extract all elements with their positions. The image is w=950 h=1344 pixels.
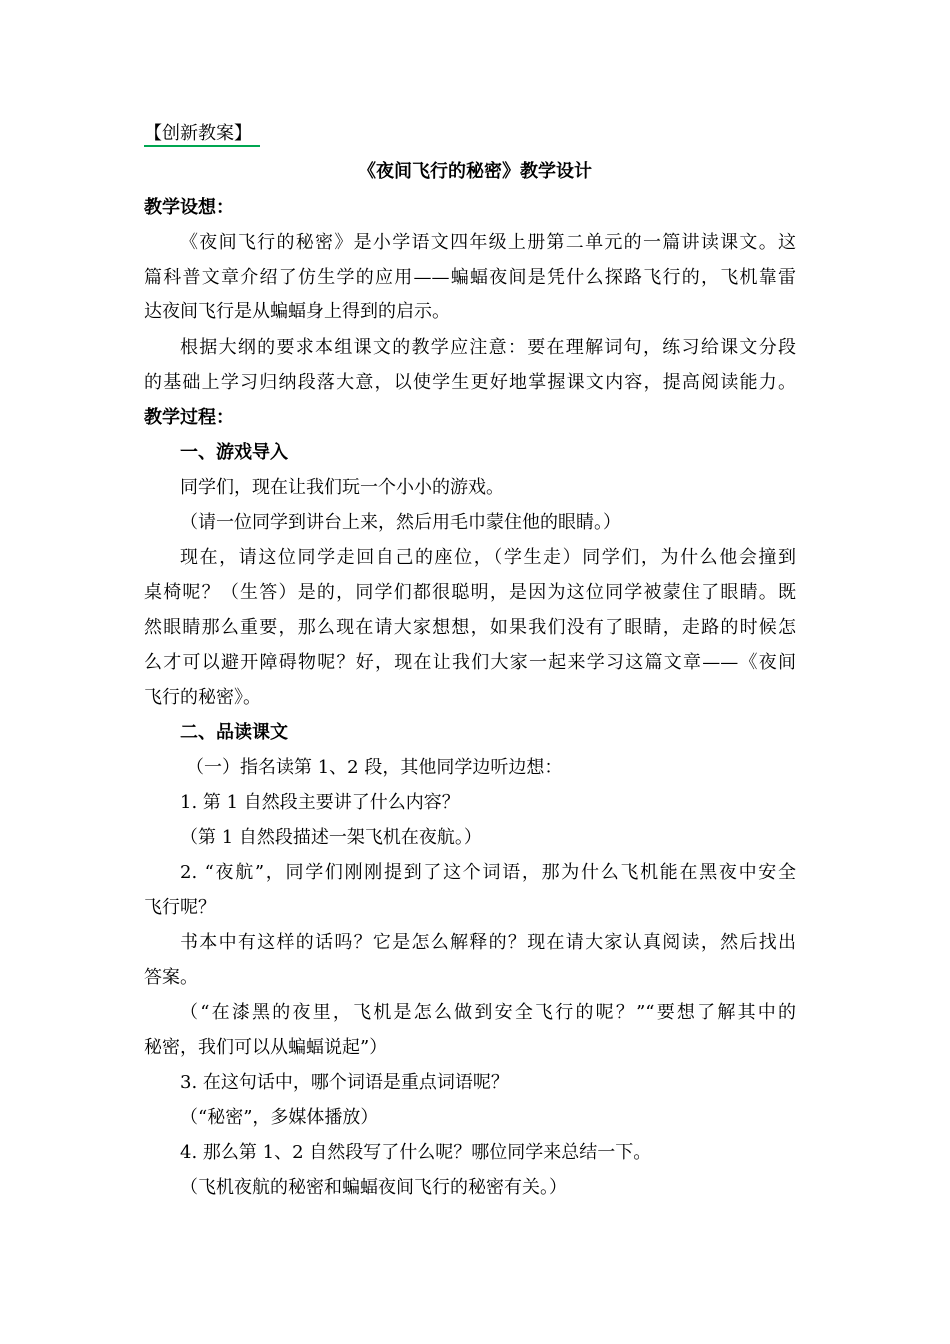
- paragraph-line: 秘密，我们可以从蝙蝠说起”）: [144, 1037, 388, 1058]
- paragraph-line: （第 1 自然段描述一架飞机在夜航。）: [180, 827, 482, 848]
- paragraph-line: 然眼睛那么重要，那么现在请大家想想，如果我们没有了眼睛，走路的时候怎: [144, 617, 796, 638]
- paragraph-line: 1. 第 1 自然段主要讲了什么内容？: [180, 792, 460, 813]
- subsection-heading: 一、游戏导入: [180, 442, 288, 463]
- paragraph-line: 飞行呢？: [144, 897, 216, 918]
- paragraph-line: （“在漆黑的夜里，飞机是怎么做到安全飞行的呢？”“要想了解其中的: [180, 1002, 796, 1023]
- paragraph-line: 答案。: [144, 967, 198, 988]
- paragraph-line: 《夜间飞行的秘密》是小学语文四年级上册第二单元的一篇讲读课文。这: [180, 232, 796, 253]
- section-heading: 教学过程：: [144, 407, 234, 428]
- paragraph-line: 现在，请这位同学走回自己的座位，（学生走）同学们，为什么他会撞到: [180, 547, 796, 568]
- paragraph-line: （一）指名读第 1、2 段，其他同学边听边想：: [186, 757, 563, 778]
- paragraph-line: 飞行的秘密》。: [144, 687, 261, 708]
- paragraph-line: 达夜间飞行是从蝙蝠身上得到的启示。: [144, 301, 450, 322]
- header-tag-underline: [144, 145, 260, 147]
- document-title: 《夜间飞行的秘密》教学设计: [358, 161, 592, 182]
- paragraph-line: 么才可以避开障碍物呢？好，现在让我们大家一起来学习这篇文章——《夜间: [144, 652, 796, 673]
- paragraph-line: 根据大纲的要求本组课文的教学应注意：要在理解词句，练习给课文分段: [180, 337, 796, 358]
- paragraph-line: （“秘密”，多媒体播放）: [180, 1107, 379, 1128]
- paragraph-line: 书本中有这样的话吗？它是怎么解释的？现在请大家认真阅读，然后找出: [180, 932, 796, 953]
- paragraph-line: 的基础上学习归纳段落大意，以使学生更好地掌握课文内容，提高阅读能力。: [144, 372, 796, 393]
- paragraph-line: 篇科普文章介绍了仿生学的应用——蝙蝠夜间是凭什么探路飞行的，飞机靠雷: [144, 267, 796, 288]
- subsection-heading: 二、品读课文: [180, 722, 288, 743]
- paragraph-line: 2. “夜航”，同学们刚刚提到了这个词语，那为什么飞机能在黑夜中安全: [180, 862, 796, 883]
- paragraph-line: 4. 那么第 1、2 自然段写了什么呢？哪位同学来总结一下。: [180, 1142, 652, 1163]
- paragraph-line: （请一位同学到讲台上来，然后用毛巾蒙住他的眼睛。）: [180, 512, 621, 533]
- paragraph-line: 桌椅呢？（生答）是的，同学们都很聪明，是因为这位同学被蒙住了眼睛。既: [144, 582, 796, 603]
- section-heading: 教学设想：: [144, 197, 234, 218]
- paragraph-line: 3. 在这句话中，哪个词语是重点词语呢？: [180, 1072, 509, 1093]
- header-tag: 【创新教案】: [144, 123, 252, 144]
- paragraph-line: 同学们，现在让我们玩一个小小的游戏。: [180, 477, 504, 498]
- paragraph-line: （飞机夜航的秘密和蝙蝠夜间飞行的秘密有关。）: [180, 1177, 567, 1198]
